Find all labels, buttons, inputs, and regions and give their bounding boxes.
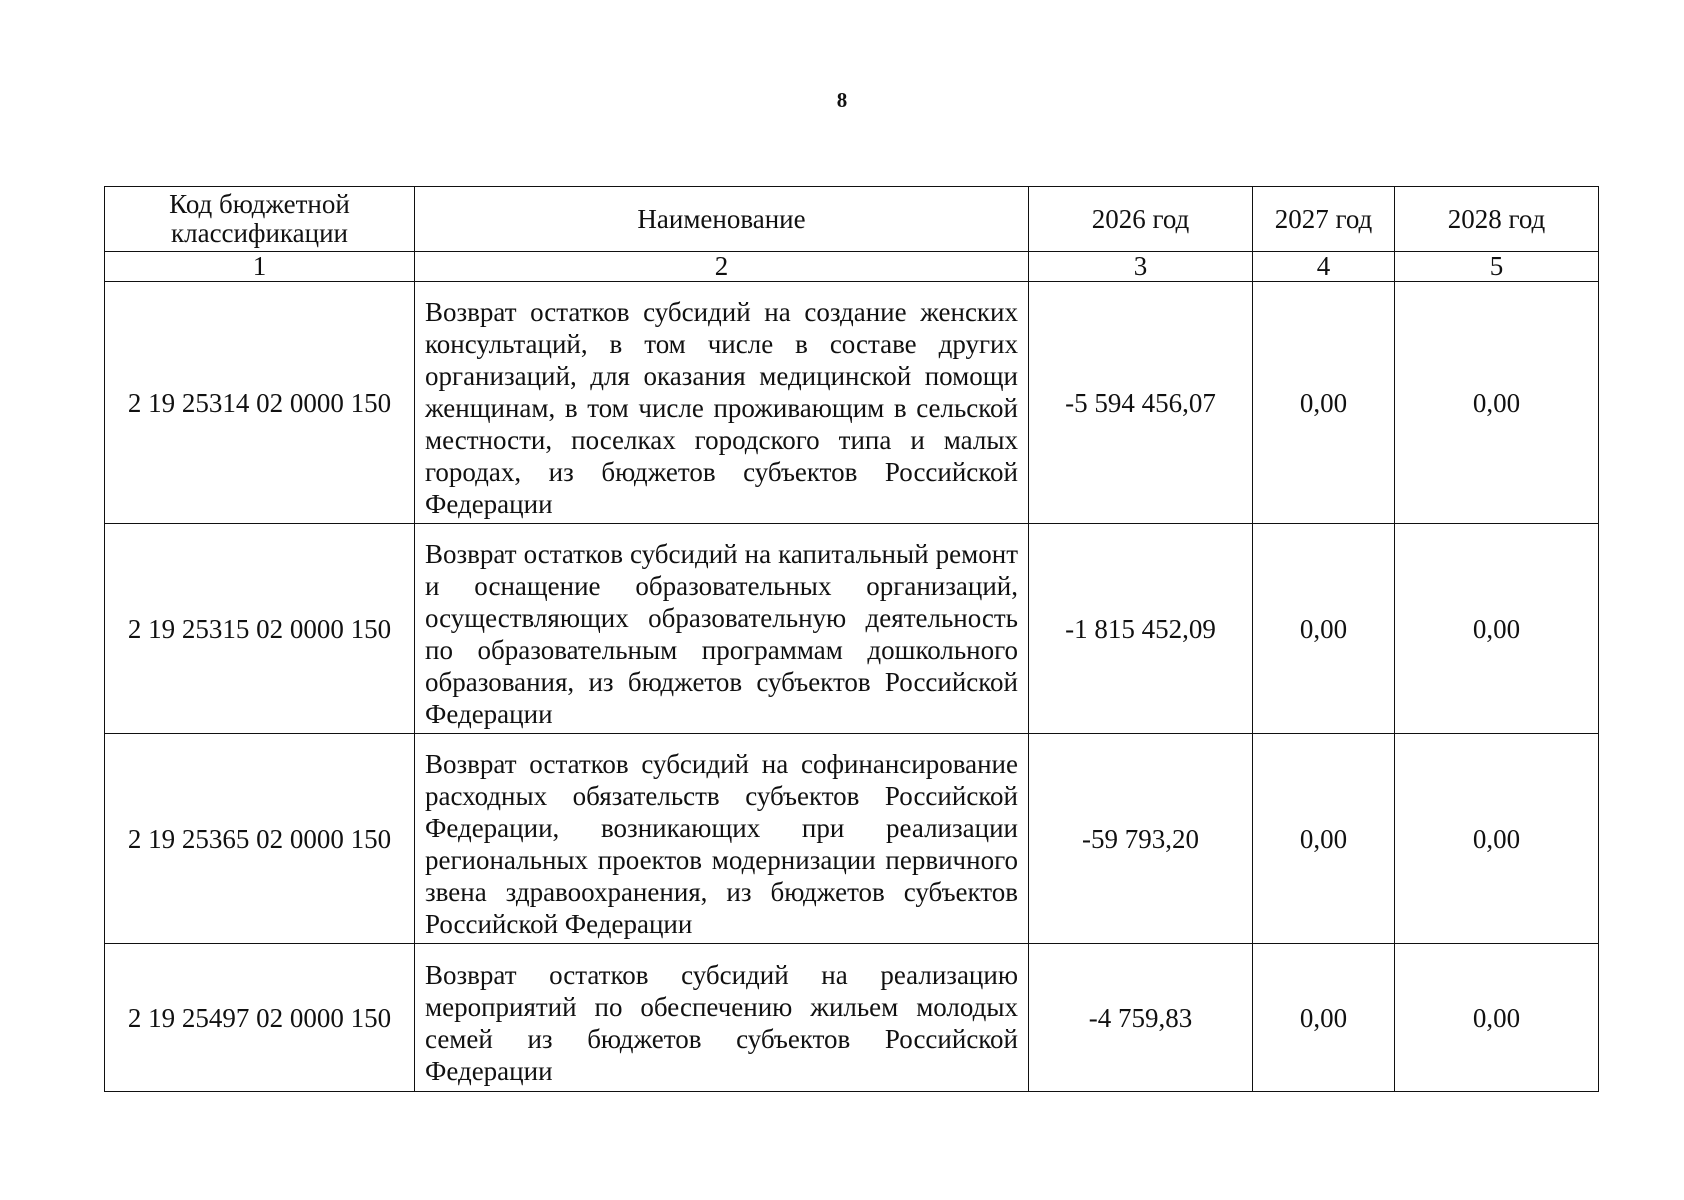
table-row — [105, 524, 1599, 734]
budget-code-cell: 2 19 25365 02 0000 150 — [105, 734, 415, 944]
budget-code-cell: 2 19 25315 02 0000 150 — [105, 524, 415, 734]
page-number: 8 — [836, 88, 848, 112]
amount-2028-cell: 0,00 — [1395, 524, 1599, 734]
amount-2026-cell: -1 815 452,09 — [1029, 524, 1253, 734]
column-header-code: Код бюджетной классификации — [105, 187, 415, 252]
header-row — [105, 187, 1599, 252]
amount-2027-cell: 0,00 — [1253, 524, 1395, 734]
column-number: 5 — [1395, 252, 1599, 282]
budget-table — [104, 186, 1599, 1092]
budget-code-cell: 2 19 25314 02 0000 150 — [105, 282, 415, 524]
name-cell: Возврат остатков субсидий на капитальный ремонт и оснащение образовательных организаций, осуществляющих образовательную деятельность по образовательным программам дошкольного образования, из бюджетов субъектов Российской Федерации — [415, 524, 1029, 734]
name-cell: Возврат остатков субсидий на создание женских консультаций, в том числе в составе других организаций, для оказания медицинской помощи женщинам, в том числе проживающим в сельской местности, поселках городского типа и малых городах, из бюджетов субъектов Российской Федерации — [415, 282, 1029, 524]
column-number: 1 — [105, 252, 415, 282]
amount-2027-cell: 0,00 — [1253, 282, 1395, 524]
amount-2028-cell: 0,00 — [1395, 734, 1599, 944]
name-cell: Возврат остатков субсидий на реализацию мероприятий по обеспечению жильем молодых семей из бюджетов субъектов Российской Федерации — [415, 944, 1029, 1092]
column-number: 4 — [1253, 252, 1395, 282]
column-header-name: Наименование — [415, 187, 1029, 252]
amount-2026-cell: -4 759,83 — [1029, 944, 1253, 1092]
column-number: 3 — [1029, 252, 1253, 282]
budget-code-cell: 2 19 25497 02 0000 150 — [105, 944, 415, 1092]
column-number-row — [105, 252, 1599, 282]
amount-2027-cell: 0,00 — [1253, 944, 1395, 1092]
amount-2028-cell: 0,00 — [1395, 944, 1599, 1092]
amount-2027-cell: 0,00 — [1253, 734, 1395, 944]
table-row — [105, 944, 1599, 1092]
table-row — [105, 734, 1599, 944]
amount-2028-cell: 0,00 — [1395, 282, 1599, 524]
table-row — [105, 282, 1599, 524]
column-number: 2 — [415, 252, 1029, 282]
amount-2026-cell: -5 594 456,07 — [1029, 282, 1253, 524]
name-cell: Возврат остатков субсидий на софинансирование расходных обязательств субъектов Российской Федерации, возникающих при реализации региональных проектов модернизации первичного звена здравоохранения, из бюджетов субъектов Российской Федерации — [415, 734, 1029, 944]
column-header-2027: 2027 год — [1253, 187, 1395, 252]
amount-2026-cell: -59 793,20 — [1029, 734, 1253, 944]
column-header-2028: 2028 год — [1395, 187, 1599, 252]
column-header-2026: 2026 год — [1029, 187, 1253, 252]
